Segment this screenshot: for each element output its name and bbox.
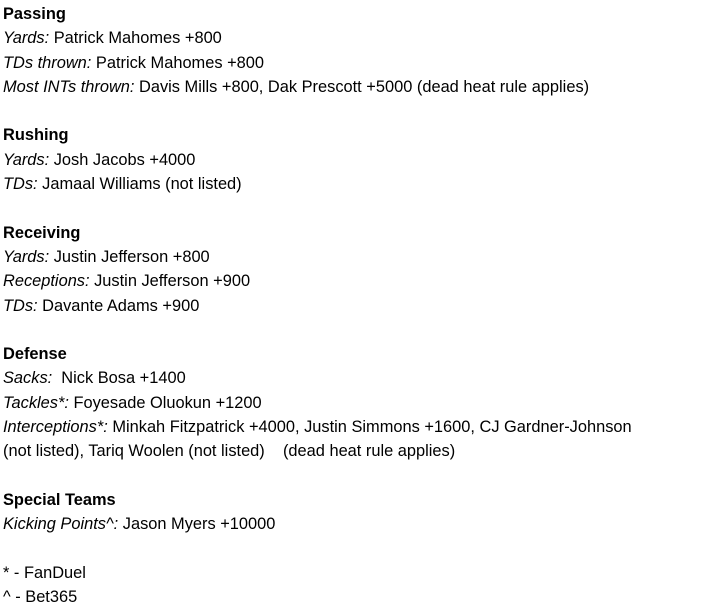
receiving-yards-line — [3, 245, 706, 269]
passing-tds-line — [3, 51, 706, 75]
item-value: Patrick Mahomes +800 — [91, 53, 264, 72]
item-value: Foyesade Oluokun +1200 — [68, 393, 262, 412]
item-label: TDs thrown: — [3, 53, 92, 72]
spacer — [3, 537, 706, 561]
section-heading-defense: Defense — [3, 345, 67, 364]
section-heading-passing: Passing — [3, 5, 66, 23]
item-label: Sacks: — [3, 369, 53, 388]
section-heading-receiving: Receiving — [3, 223, 81, 242]
item-value: Nick Bosa +1400 — [52, 369, 186, 388]
item-label: TDs: — [3, 296, 38, 315]
defense-interceptions-continuation: (not listed), Tariq Woolen (not listed) (dead heat rule applies) — [3, 442, 456, 461]
footnote-fanduel: * - FanDuel — [3, 563, 86, 582]
item-label: Yards: — [3, 29, 50, 48]
spacer — [3, 196, 706, 220]
defense-tackles-line — [3, 391, 706, 415]
receiving-tds-line — [3, 294, 706, 318]
passing-ints-line — [3, 75, 706, 99]
item-value: Davante Adams +900 — [37, 296, 200, 315]
section-heading-special-teams: Special Teams — [3, 490, 116, 509]
spacer — [3, 464, 706, 488]
item-label: Receptions: — [3, 272, 90, 291]
item-value: Jason Myers +10000 — [118, 515, 276, 534]
item-label: Most INTs thrown: — [3, 77, 135, 96]
footnote-bet365: ^ - Bet365 — [3, 588, 78, 607]
special-teams-kicking-line — [3, 512, 706, 536]
section-heading-rushing: Rushing — [3, 126, 69, 145]
defense-interceptions-line — [3, 415, 706, 439]
item-value: Josh Jacobs +4000 — [49, 150, 196, 169]
item-value: Patrick Mahomes +800 — [49, 29, 222, 48]
item-label: Kicking Points^: — [3, 515, 119, 534]
item-value: Jamaal Williams (not listed) — [37, 175, 242, 194]
item-label: Yards: — [3, 150, 50, 169]
defense-sacks-line — [3, 366, 706, 390]
item-label: Interceptions*: — [3, 418, 108, 437]
item-value: Davis Mills +800, Dak Prescott +5000 (dead heat rule applies) — [134, 77, 590, 96]
passing-yards-line — [3, 26, 706, 50]
rushing-tds-line — [3, 172, 706, 196]
item-value: Justin Jefferson +800 — [49, 247, 210, 266]
receiving-receptions-line — [3, 269, 706, 293]
rushing-yards-line — [3, 148, 706, 172]
item-value: Minkah Fitzpatrick +4000, Justin Simmons +1600, CJ Gardner-Johnson — [107, 418, 632, 437]
item-label: Tackles*: — [3, 393, 69, 412]
spacer — [3, 318, 706, 342]
spacer — [3, 99, 706, 123]
item-label: TDs: — [3, 175, 38, 194]
item-value: Justin Jefferson +900 — [89, 272, 251, 291]
item-label: Yards: — [3, 247, 50, 266]
